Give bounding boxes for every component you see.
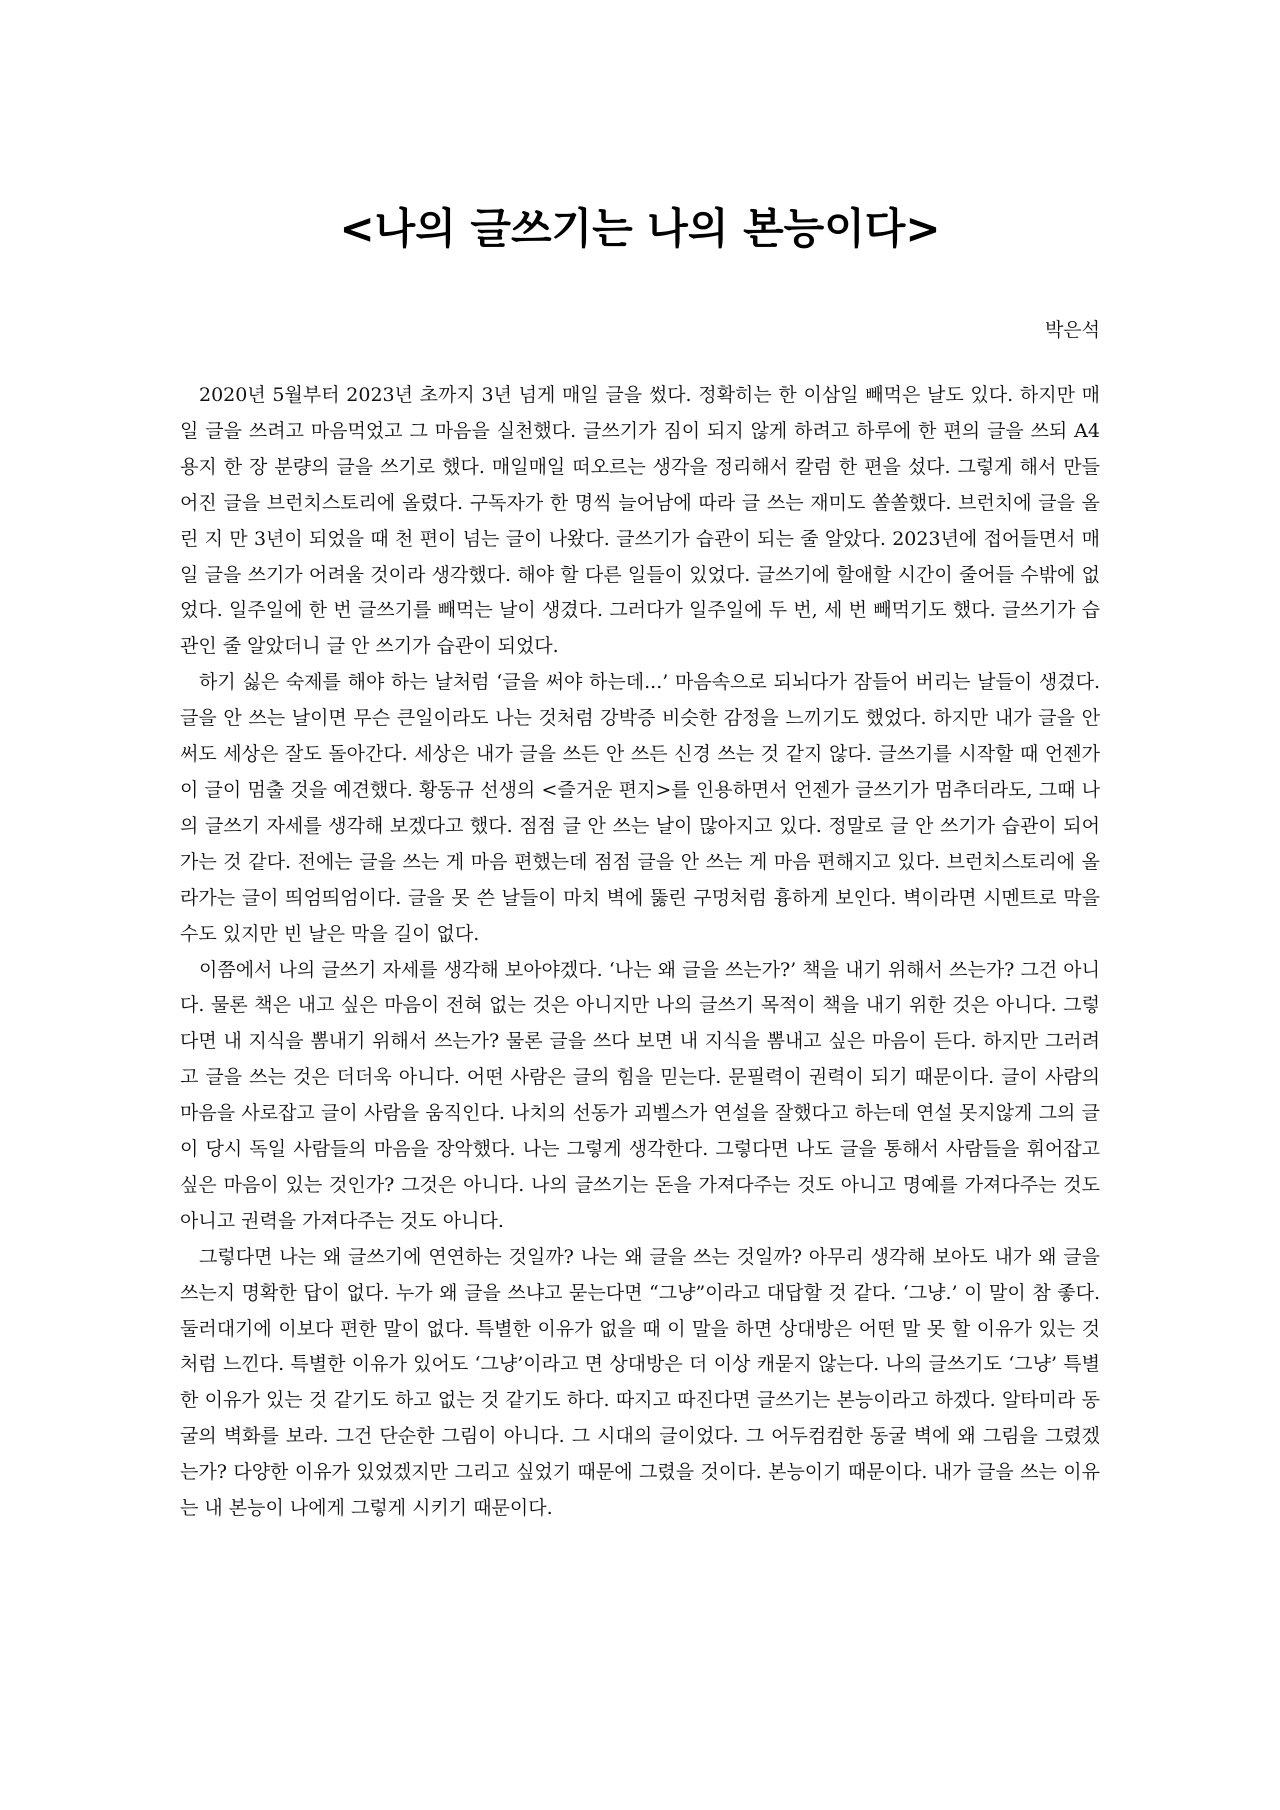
- author-name: 박은석: [1044, 319, 1100, 341]
- paragraph-1: 2020년 5월부터 2023년 초까지 3년 넘게 매일 글을 썼다. 정확히는 한 이삼일 빼먹은 날도 있다. 하지만 매일 글을 쓰려고 마음먹었고 그 마음을 실천했다. 글쓰기가 짐이 되지 않게 하려고 하루에 한 편의 글을 쓰되 A4용지 한 장 분량의 글을 쓰기로 했다. 매일매일 떠오르는 생각을 정리해서 칼럼 한 편을 섰다. 그렇게 해서 만들어진 글을 브런치스토리에 올렸다. 구독자가 한 명씩 늘어남에 따라 글 쓰는 재미도 쏠쏠했다. 브런치에 글을 올린 지 만 3년이 되었을 때 천 편이 넘는 글이 나왔다. 글쓰기가 습관이 되는 줄 알았다. 2023년에 접어들면서 매일 글을 쓰기가 어려울 것이라 생각했다. 해야 할 다른 일들이 있었다. 글쓰기에 할애할 시간이 줄어들 수밖에 없었다. 일주일에 한 번 글쓰기를 빼먹는 날이 생겼다. 그러다가 일주일에 두 번, 세 번 빼먹기도 했다. 글쓰기가 습관인 줄 알았더니 글 안 쓰기가 습관이 되었다.: [180, 384, 1100, 658]
- paragraph-4: 그렇다면 나는 왜 글쓰기에 연연하는 것일까? 나는 왜 글을 쓰는 것일까? 아무리 생각해 보아도 내가 왜 글을 쓰는지 명확한 답이 없다. 누가 왜 글을 쓰냐고 묻는다면 “그냥”이라고 대답할 것 같다. ‘그냥.’ 이 말이 참 좋다. 둘러대기에 이보다 편한 말이 없다. 특별한 이유가 없을 때 이 말을 하면 상대방은 어떤 말 못 할 이유가 있는 것처럼 느낀다. 특별한 이유가 있어도 ‘그냥’이라고 면 상대방은 더 이상 캐묻지 않는다. 나의 글쓰기도 ‘그냥’ 특별한 이유가 있는 것 같기도 하고 없는 것 같기도 하다. 따지고 따진다면 글쓰기는 본능이라고 하겠다. 알타미라 동굴의 벽화를 보라. 그건 단순한 그림이 아니다. 그 시대의 글이었다. 그 어두컴컴한 동굴 벽에 왜 그림을 그렸겠는가? 다양한 이유가 있었겠지만 그리고 싶었기 때문에 그렸을 것이다. 본능이기 때문이다. 내가 글을 쓰는 이유는 내 본능이 나에게 그렇게 시키기 때문이다.: [180, 1245, 1100, 1520]
- paragraph-3: 이쯤에서 나의 글쓰기 자세를 생각해 보아야겠다. ‘나는 왜 글을 쓰는가?’ 책을 내기 위해서 쓰는가? 그건 아니다. 물론 책은 내고 싶은 마음이 전혀 없는 것은 아니지만 나의 글쓰기 목적이 책을 내기 위한 것은 아니다. 그렇다면 내 지식을 뽐내기 위해서 쓰는가? 물론 글을 쓰다 보면 내 지식을 뽐내고 싶은 마음이 든다. 하지만 그러려고 글을 쓰는 것은 더더욱 아니다. 어떤 사람은 글의 힘을 믿는다. 문필력이 권력이 되기 때문이다. 글이 사람의 마음을 사로잡고 글이 사람을 움직인다. 나치의 선동가 괴벨스가 연설을 잘했다고 하는데 연설 못지않게 그의 글이 당시 독일 사람들의 마음을 장악했다. 나는 그렇게 생각한다. 그렇다면 나도 글을 통해서 사람들을 휘어잡고 싶은 마음이 있는 것인가? 그것은 아니다. 나의 글쓰기는 돈을 가져다주는 것도 아니고 명예를 가져다주는 것도 아니고 권력을 가져다주는 것도 아니다.: [180, 958, 1100, 1232]
- document-body: [180, 378, 1100, 1527]
- paragraph-2: 하기 싫은 숙제를 해야 하는 날처럼 ‘글을 써야 하는데...’ 마음속으로 되뇌다가 잠들어 버리는 날들이 생겼다. 글을 안 쓰는 날이면 무슨 큰일이라도 나는 것처럼 강박증 비슷한 감정을 느끼기도 했었다. 하지만 내가 글을 안 써도 세상은 잘도 돌아간다. 세상은 내가 글을 쓰든 안 쓰든 신경 쓰는 것 같지 않다. 글쓰기를 시작할 때 언젠가 이 글이 멈출 것을 예견했다. 황동규 선생의 <즐거운 편지>를 인용하면서 언젠가 글쓰기가 멈추더라도, 그때 나의 글쓰기 자세를 생각해 보겠다고 했다. 점점 글 안 쓰는 날이 많아지고 있다. 정말로 글 안 쓰기가 습관이 되어가는 것 같다. 전에는 글을 쓰는 게 마음 편했는데 점점 글을 안 쓰는 게 마음 편해지고 있다. 브런치스토리에 올라가는 글이 띄엄띄엄이다. 글을 못 쓴 날들이 마치 벽에 뚫린 구멍처럼 흉하게 보인다. 벽이라면 시멘트로 막을 수도 있지만 빈 날은 막을 길이 없다.: [180, 671, 1100, 945]
- document-title: <나의 글쓰기는 나의 본능이다>: [339, 204, 941, 253]
